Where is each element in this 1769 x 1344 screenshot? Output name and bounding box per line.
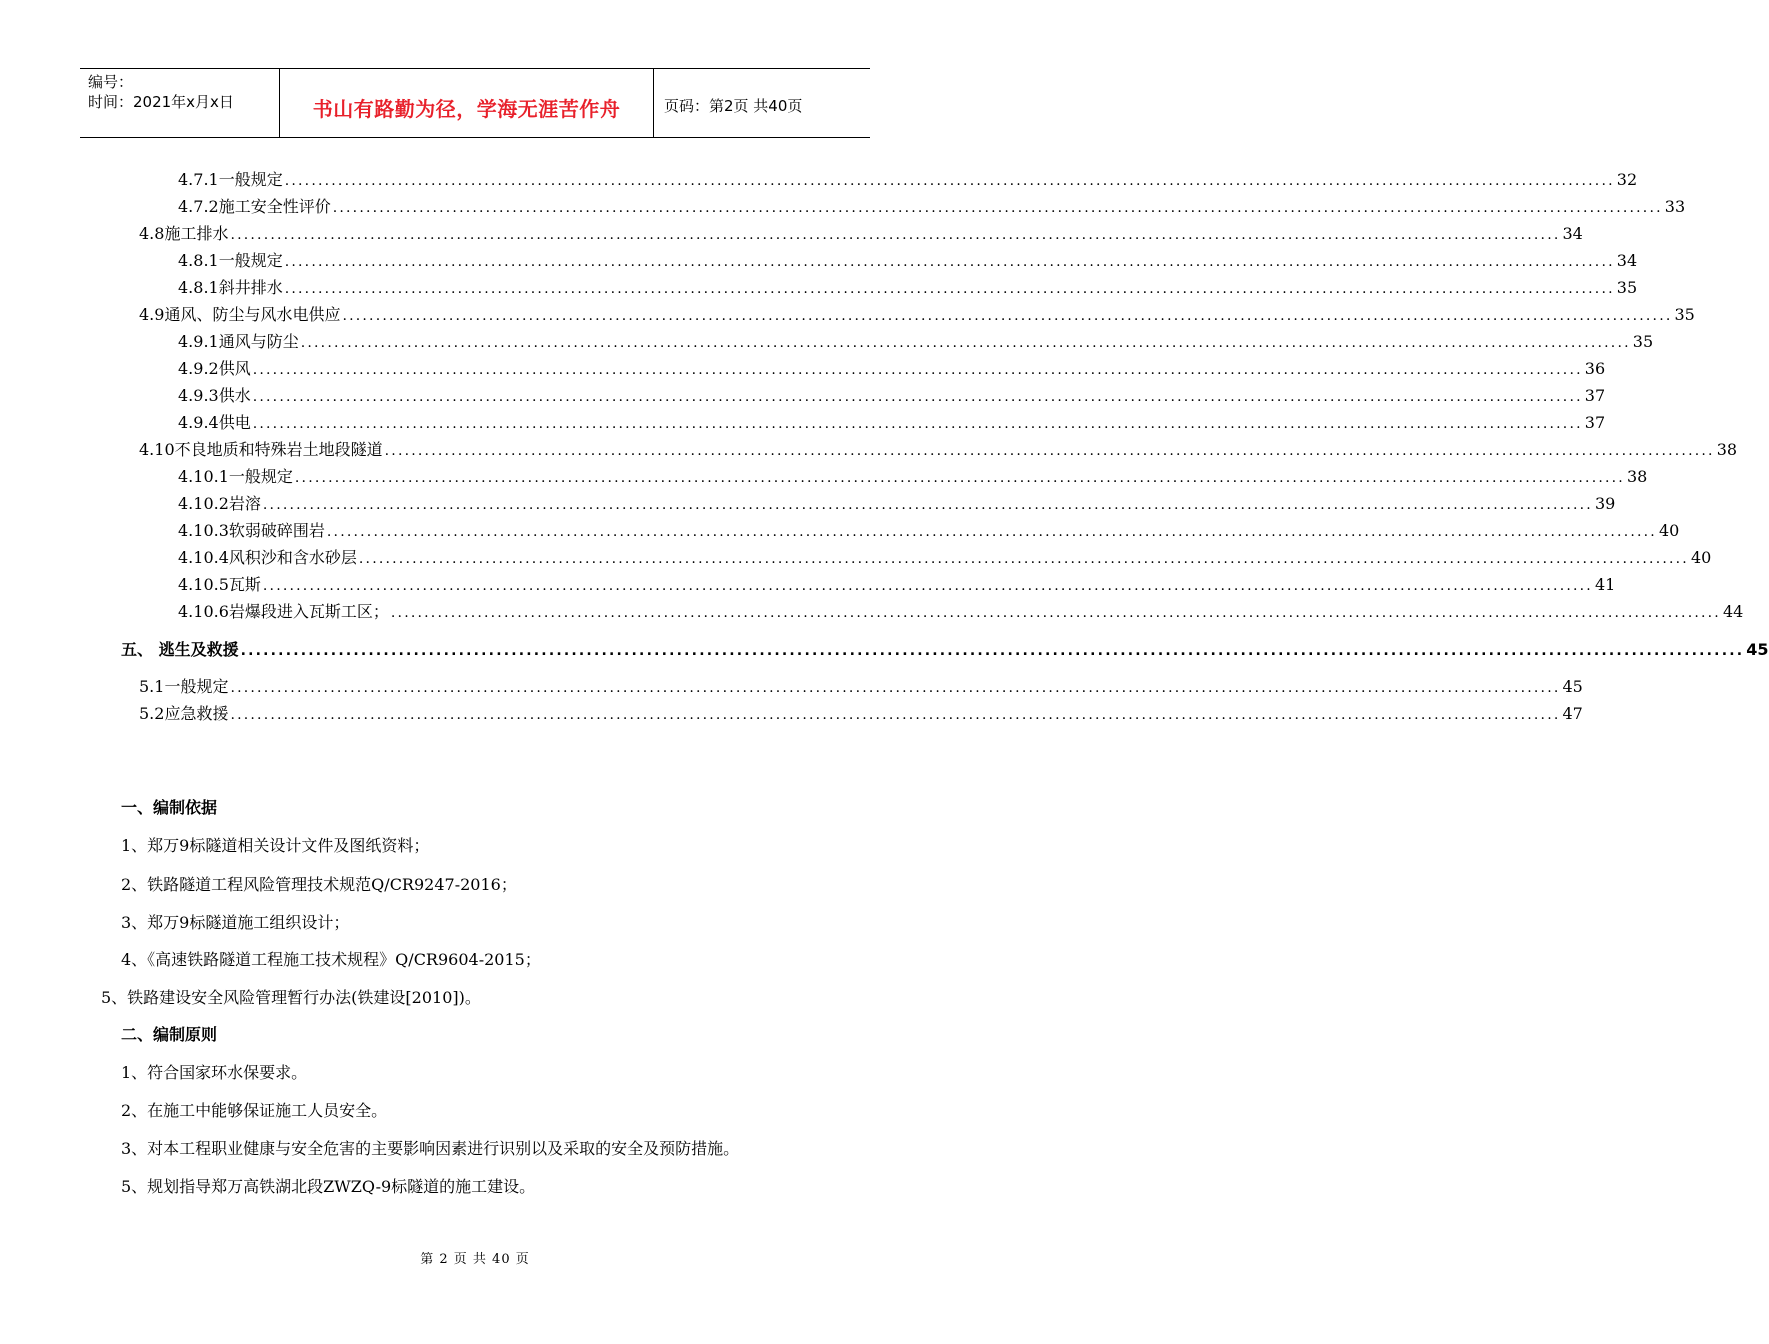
toc-leader-dots: ........................................................................................................................................................................................................ [230, 680, 1561, 696]
toc-entry-page: 33 [1664, 197, 1686, 216]
toc-entry-title: 4.8.1一般规定 [178, 251, 283, 270]
toc-entry[interactable] [178, 275, 1638, 299]
toc-entry-title: 4.10.3软弱破碎围岩 [178, 521, 325, 540]
toc-entry-title: 4.9.1通风与防尘 [178, 332, 299, 351]
toc-entry[interactable] [178, 383, 1606, 407]
toc-leader-dots: ........................................................................................................................................................................................................ [252, 416, 1583, 432]
toc-entry[interactable] [178, 329, 1654, 353]
principle-item: 2、在施工中能够保证施工人员安全。 [121, 1101, 388, 1120]
toc-entry[interactable] [178, 599, 1744, 623]
toc-entry[interactable] [139, 437, 1738, 461]
toc-entry-page: 47 [1562, 704, 1583, 723]
toc-entry-title: 4.10.4风积沙和含水砂层 [178, 548, 357, 567]
toc-leader-dots: ........................................................................................................................................................................................................ [284, 254, 1615, 270]
toc-entry-title: 4.10.5瓦斯 [178, 575, 261, 594]
section-title-principles: 二、编制原则 [121, 1025, 218, 1044]
toc-leader-dots: ........................................................................................................................................................................................................ [358, 551, 1689, 567]
toc-entry[interactable] [139, 302, 1695, 326]
toc-entry-page: 40 [1690, 548, 1712, 567]
toc-leader-dots: ........................................................................................................................................................................................................ [294, 470, 1625, 486]
toc-entry-page: 39 [1594, 494, 1616, 513]
toc-entry-page: 44 [1722, 602, 1744, 621]
toc-entry-page: 35 [1616, 278, 1638, 297]
principle-item: 3、对本工程职业健康与安全危害的主要影响因素进行识别以及采取的安全及预防措施。 [121, 1139, 740, 1158]
toc-leader-dots: ........................................................................................................................................................................................................ [230, 707, 1561, 723]
toc-entry-title: 五、 逃生及救援 [121, 640, 239, 659]
toc-entry-page: 37 [1584, 413, 1606, 432]
toc-entry-page: 34 [1616, 251, 1638, 270]
toc-leader-dots: ........................................................................................................................................................................................................ [262, 578, 1593, 594]
toc-entry-page: 45 [1562, 677, 1583, 696]
toc-entry[interactable] [139, 701, 1583, 725]
principle-item: 5、规划指导郑万高铁湖北段ZWZQ-9标隧道的施工建设。 [121, 1177, 536, 1196]
toc-entry[interactable] [178, 410, 1606, 434]
toc-entry-page: 37 [1584, 386, 1606, 405]
toc-entry-title: 5.2应急救援 [139, 704, 229, 723]
toc-leader-dots: ........................................................................................................................................................................................................ [230, 227, 1561, 243]
toc-leader-dots: ........................................................................................................................................................................................................ [284, 173, 1615, 189]
toc-leader-dots: ........................................................................................................................................................................................................ [342, 308, 1673, 324]
principle-item: 1、符合国家环水保要求。 [121, 1063, 308, 1082]
toc-leader-dots: ........................................................................................................................................................................................................ [390, 605, 1721, 621]
toc-entry[interactable] [178, 545, 1712, 569]
toc-entry-title: 4.8.1斜井排水 [178, 278, 283, 297]
basis-item: 5、铁路建设安全风险管理暂行办法(铁建设[2010])。 [101, 988, 481, 1007]
page-footer: 第 2 页 共 40 页 [420, 1252, 530, 1267]
toc-entry-title: 4.10.6岩爆段进入瓦斯工区； [178, 602, 389, 621]
basis-item: 4、《高速铁路隧道工程施工技术规程》Q/CR9604-2015； [121, 950, 541, 969]
toc-entry-page: 45 [1746, 640, 1769, 659]
page-header [80, 68, 870, 138]
toc-entry-title: 4.9通风、防尘与风水电供应 [139, 305, 341, 324]
toc-entry-page: 32 [1616, 170, 1638, 189]
toc-entry-title: 4.10.1一般规定 [178, 467, 293, 486]
toc-entry-page: 40 [1658, 521, 1680, 540]
toc-entry-title: 4.7.1一般规定 [178, 170, 283, 189]
basis-item: 1、郑万9标隧道相关设计文件及图纸资料； [121, 836, 430, 855]
toc-leader-dots: ........................................................................................................................................................................................................ [252, 389, 1583, 405]
toc-entry-page: 34 [1562, 224, 1583, 243]
toc-entry-title: 4.8施工排水 [139, 224, 229, 243]
basis-item: 2、铁路隧道工程风险管理技术规范Q/CR9247-2016； [121, 875, 517, 894]
toc-entry-page: 35 [1674, 305, 1695, 324]
toc-entry-page: 36 [1584, 359, 1606, 378]
toc-entry[interactable] [178, 572, 1616, 596]
toc-entry[interactable] [178, 194, 1686, 218]
toc-entry-title: 4.10不良地质和特殊岩土地段隧道 [139, 440, 383, 459]
toc-leader-dots: ........................................................................................................................................................................................................ [252, 362, 1583, 378]
toc-leader-dots: ........................................................................................................................................................................................................ [284, 281, 1615, 297]
section-title-basis: 一、编制依据 [121, 798, 218, 817]
toc-entry[interactable] [178, 356, 1606, 380]
toc-entry-title: 4.9.2供风 [178, 359, 251, 378]
header-number: 编号： [88, 73, 134, 91]
toc-entry-title: 4.7.2施工安全性评价 [178, 197, 331, 216]
basis-item: 3、郑万9标隧道施工组织设计； [121, 913, 350, 932]
toc-entry-page: 35 [1632, 332, 1654, 351]
toc-entry[interactable] [121, 637, 1769, 661]
toc-entry[interactable] [178, 248, 1638, 272]
toc-entry-title: 4.10.2岩溶 [178, 494, 261, 513]
header-time: 时间：2021年x月x日 [88, 93, 234, 111]
toc-entry-title: 5.1一般规定 [139, 677, 229, 696]
header-motto: 书山有路勤为径，学海无涯苦作舟 [280, 69, 654, 137]
toc-entry-page: 38 [1626, 467, 1648, 486]
toc-entry[interactable] [178, 464, 1648, 488]
toc-entry-page: 41 [1594, 575, 1616, 594]
header-meta [80, 69, 280, 137]
toc-leader-dots: ........................................................................................................................................................................................................ [332, 200, 1663, 216]
toc-leader-dots: ........................................................................................................................................................................................................ [384, 443, 1715, 459]
toc-entry[interactable] [178, 167, 1638, 191]
toc-leader-dots: ........................................................................................................................................................................................................ [240, 643, 1745, 659]
toc-entry-title: 4.9.3供水 [178, 386, 251, 405]
toc-entry-page: 38 [1716, 440, 1738, 459]
toc-leader-dots: ........................................................................................................................................................................................................ [262, 497, 1593, 513]
toc-leader-dots: ........................................................................................................................................................................................................ [300, 335, 1631, 351]
toc-entry[interactable] [178, 491, 1616, 515]
toc-entry[interactable] [139, 221, 1583, 245]
toc-entry[interactable] [139, 674, 1583, 698]
toc-entry[interactable] [178, 518, 1680, 542]
toc-entry-title: 4.9.4供电 [178, 413, 251, 432]
header-page-info: 页码：第2页 共40页 [664, 96, 803, 115]
toc-leader-dots: ........................................................................................................................................................................................................ [326, 524, 1657, 540]
